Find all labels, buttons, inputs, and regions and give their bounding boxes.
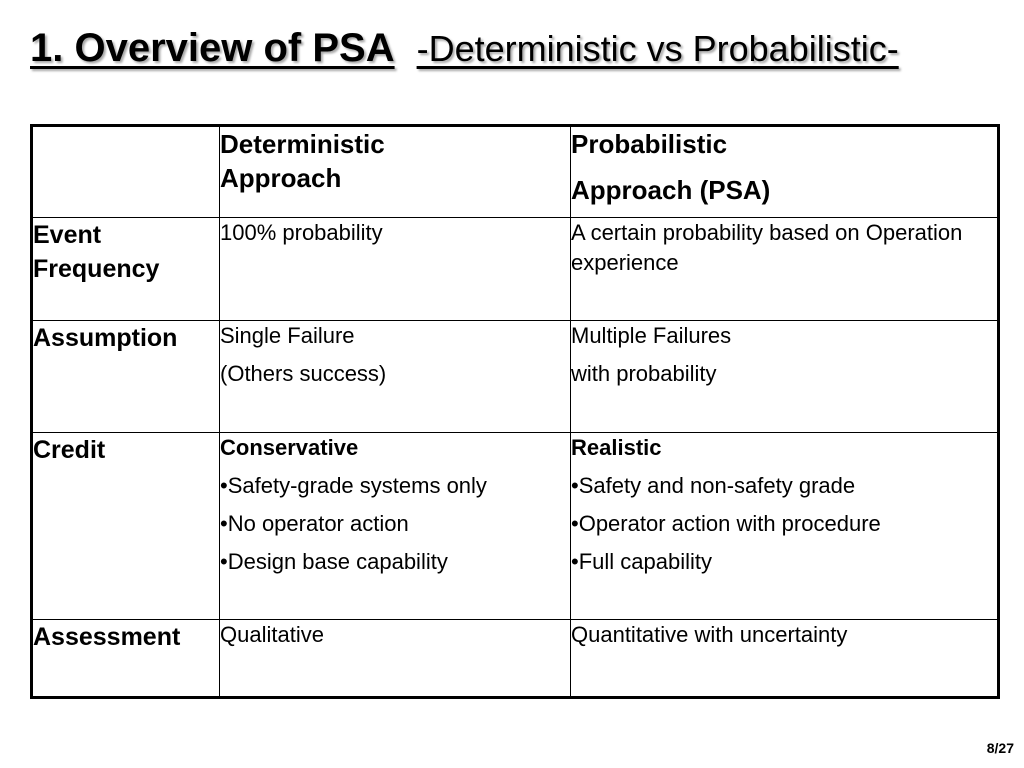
header-probabilistic-line1: Probabilistic — [571, 129, 728, 159]
page-number: 8/27 — [986, 740, 1014, 756]
bullet-item: •Safety-grade systems only — [220, 473, 487, 498]
slide-title — [30, 26, 899, 71]
bullet-item: •Safety and non-safety grade — [571, 473, 856, 498]
cell-text: with probability — [571, 361, 717, 386]
cell-text: 100% probability — [220, 220, 383, 245]
cell-subheading: Conservative — [220, 435, 359, 460]
cell-text: Qualitative — [220, 622, 324, 647]
header-deterministic-line2: Approach — [220, 163, 342, 193]
cell-probabilistic-credit — [571, 433, 999, 620]
table-row-assumption — [32, 321, 999, 433]
cell-text: Multiple Failures — [571, 323, 732, 348]
header-probabilistic — [571, 126, 999, 218]
slide-title-main: 1. Overview of PSA — [30, 26, 395, 70]
header-probabilistic-line2: Approach (PSA) — [571, 175, 771, 205]
bullet-item: •Operator action with procedure — [571, 511, 881, 536]
comparison-table — [30, 124, 1000, 699]
cell-deterministic-assessment — [220, 620, 571, 698]
cell-deterministic-credit — [220, 433, 571, 620]
cell-deterministic-event-frequency — [220, 218, 571, 321]
table-row-event-frequency — [32, 218, 999, 321]
header-corner-cell — [32, 126, 220, 218]
cell-text: Single Failure — [220, 323, 355, 348]
table-row-assessment — [32, 620, 999, 698]
header-deterministic — [220, 126, 571, 218]
cell-deterministic-assumption — [220, 321, 571, 433]
cell-probabilistic-assumption — [571, 321, 999, 433]
cell-subheading: Realistic — [571, 435, 662, 460]
bullet-item: •Design base capability — [220, 549, 448, 574]
cell-probabilistic-assessment — [571, 620, 999, 698]
header-deterministic-line1: Deterministic — [220, 129, 385, 159]
cell-text: A certain probability based on Operation experience — [571, 220, 963, 275]
cell-probabilistic-event-frequency — [571, 218, 999, 321]
row-label-assessment: Assessment — [32, 620, 220, 698]
table-row-credit — [32, 433, 999, 620]
slide-title-subtitle: -Deterministic vs Probabilistic- — [416, 28, 899, 69]
cell-text: Quantitative with uncertainty — [571, 622, 848, 647]
cell-text: (Others success) — [220, 361, 387, 386]
row-label-credit: Credit — [32, 433, 220, 620]
bullet-item: •Full capability — [571, 549, 712, 574]
row-label-event-frequency: Event Frequency — [32, 218, 220, 321]
row-label-assumption: Assumption — [32, 321, 220, 433]
bullet-item: •No operator action — [220, 511, 409, 536]
table-header-row — [32, 126, 999, 218]
